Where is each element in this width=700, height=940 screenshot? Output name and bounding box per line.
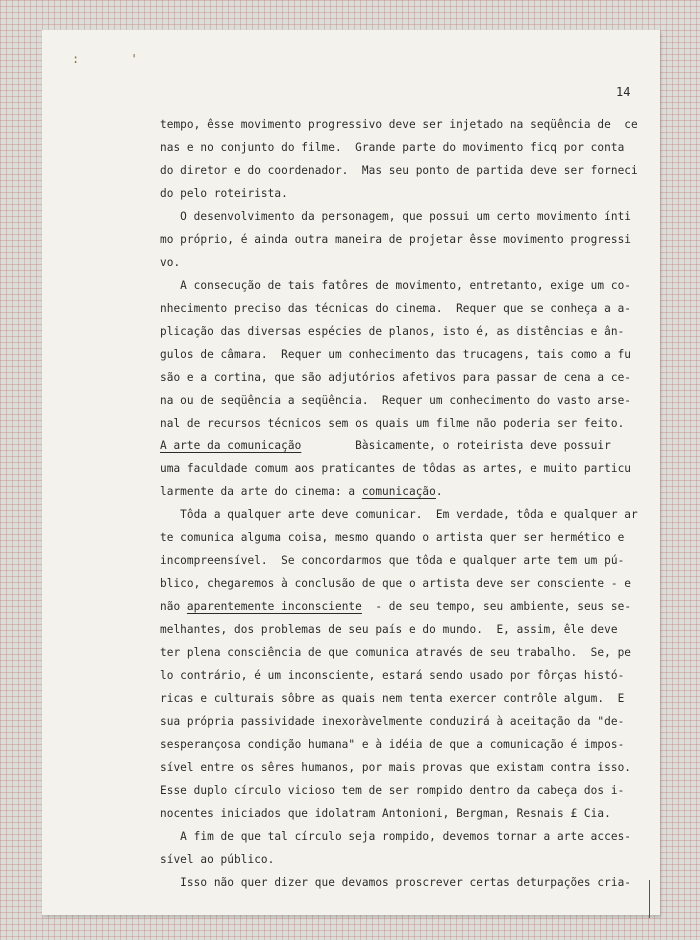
text-line: blico, chegaremos à conclusão de que o artista deve ser consciente - e — [160, 577, 632, 590]
text-line: lo contrário, é um inconsciente, estará sendo usado por fôrças histó- — [160, 669, 625, 682]
text-line: ter plena consciência de que comunica através de seu trabalho. Se, pe — [160, 646, 632, 659]
text-line-aparente — [160, 600, 631, 613]
text-line: são e a cortina, que são adjutórios afetivos para passar de cena a ce- — [160, 371, 632, 384]
text-line: do diretor e do coordenador. Mas seu ponto de partida deve ser forneci — [160, 164, 638, 177]
margin-marks: : ' — [72, 52, 160, 66]
section-heading: A arte da comunicação — [160, 439, 302, 452]
text-line: gulos de câmara. Requer um conhecimento das trucagens, tais como a fu — [160, 348, 632, 361]
heading-line-rest: Bàsicamente, o roteirista deve possuir — [301, 439, 611, 452]
text-line: Esse duplo círculo vicioso tem de ser rompido dentro da cabeça dos i- — [160, 784, 625, 797]
page-edge-mark — [649, 880, 650, 918]
text-line: plicação das diversas espécies de planos, isto é, as distências e ân- — [160, 325, 625, 338]
line-text: não — [160, 600, 187, 613]
text-line: A fim de que tal círculo seja rompido, devemos tornar a arte acces- — [160, 830, 632, 843]
section-heading-line — [160, 439, 611, 452]
line-text: . — [435, 485, 443, 498]
text-line: sível entre os sêres humanos, por mais provas que existam contra isso. — [160, 761, 632, 774]
text-line: tempo, êsse movimento progressivo deve ser injetado na seqüência de ce — [160, 118, 638, 131]
underlined-phrase: aparentemente inconsciente — [186, 600, 362, 613]
text-line: do pelo roteirista. — [160, 187, 288, 200]
text-line: O desenvolvimento da personagem, que possui um certo movimento ínti — [160, 210, 632, 223]
text-line: Tôda a qualquer arte deve comunicar. Em verdade, tôda e qualquer ar — [160, 508, 638, 521]
page-number: 14 — [616, 85, 631, 99]
text-line: uma faculdade comum aos praticantes de tôdas as artes, e muito particu — [160, 462, 632, 475]
text-line: nocentes iniciados que idolatram Antonioni, Bergman, Resnais £ Cia. — [160, 807, 611, 820]
text-line: sesperançosa condição humana" e à idéia de que a comunicação é impos- — [160, 738, 625, 751]
text-line: nas e no conjunto do filme. Grande parte do movimento ficq por conta — [160, 141, 625, 154]
text-line: vo. — [160, 256, 181, 269]
text-line: sível ao público. — [160, 853, 275, 866]
text-line: nal de recursos técnicos sem os quais um filme não poderia ser feito. — [160, 417, 625, 430]
text-line: A consecução de tais fatôres de movimento, entretanto, exige um co- — [160, 279, 632, 292]
text-line: te comunica alguma coisa, mesmo quando o artista quer ser hermético e — [160, 531, 625, 544]
text-line-cinema — [160, 485, 443, 498]
text-line: na ou de seqüência a seqüência. Requer um conhecimento do vasto arse- — [160, 394, 632, 407]
text-line: incompreensível. Se concordarmos que tôda e qualquer arte tem um pú- — [160, 554, 625, 567]
underlined-word: comunicação — [361, 485, 436, 498]
text-line: melhantes, dos problemas de seu país e do mundo. E, assim, êle deve — [160, 623, 618, 636]
text-line: mo próprio, é ainda outra maneira de projetar êsse movimento progressi — [160, 233, 632, 246]
text-line: ricas e culturais sôbre as quais nem tenta exercer contrôle algum. E — [160, 692, 625, 705]
line-text: larmente da arte do cinema: a — [160, 485, 362, 498]
text-line: nhecimento preciso das técnicas do cinema. Requer que se conheça a a- — [160, 302, 632, 315]
text-line: sua própria passividade inexoràvelmente conduzirá à aceitação da "de- — [160, 715, 625, 728]
text-line: Isso não quer dizer que devamos proscrever certas deturpações cria- — [160, 876, 632, 889]
line-text: - de seu tempo, seu ambiente, seus se- — [361, 600, 632, 613]
